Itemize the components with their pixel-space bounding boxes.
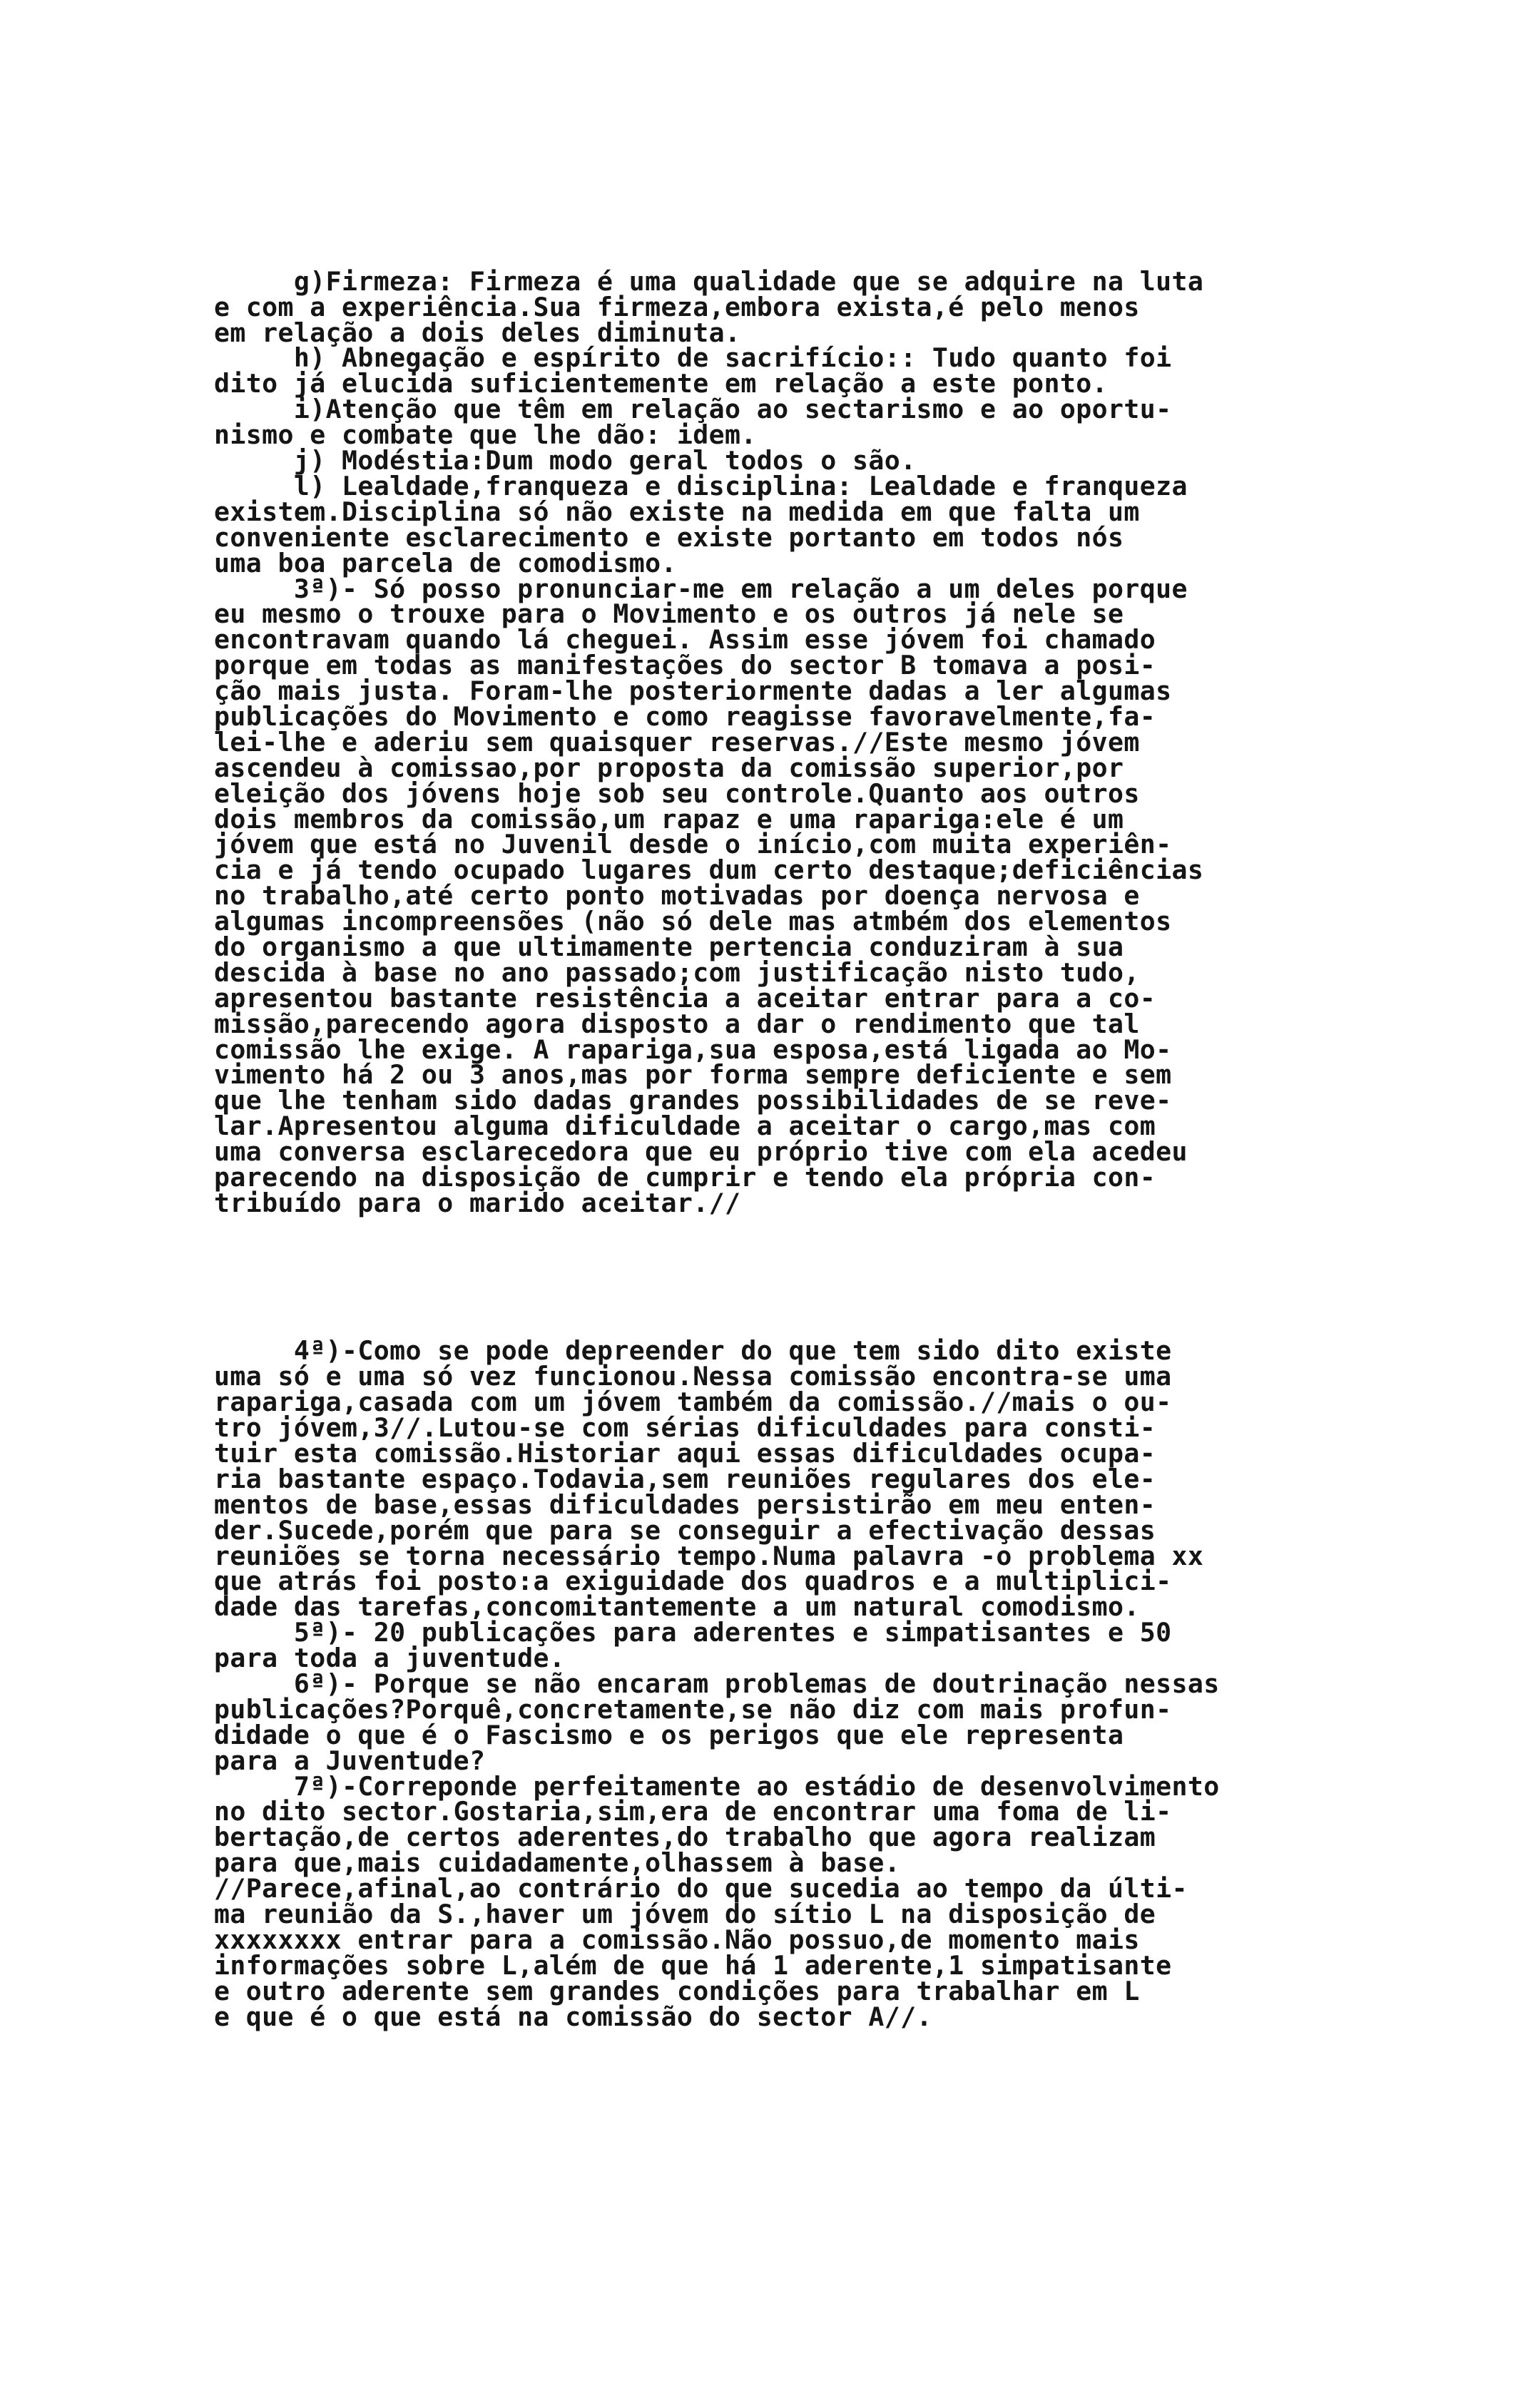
text-section-part1 (214, 265, 1370, 1218)
text-line: eu mesmo o trouxe para o Movimento e os outros já nele se (214, 598, 1124, 630)
text-line: ascendeu à comissao,por proposta da comissão superior,por (214, 752, 1124, 783)
text-line: apresentou bastante resistência a aceitar entrar para a co- (214, 982, 1156, 1014)
text-line: comissão lhe exige. A rapariga,sua esposa,está ligada ao Mo- (214, 1034, 1172, 1065)
text-line: porque em todas as manifestações do sector B tomava a posi- (214, 650, 1156, 681)
text-line: //Parece,afinal,ao contrário do que sucedia ao tempo da últi- (214, 1873, 1188, 1904)
text-line: tro jóvem,3//.Lutou-se com sérias dificuldades para consti- (214, 1412, 1156, 1444)
text-line: uma boa parcela de comodismo. (214, 547, 677, 578)
text-line: tuir esta comissão.Historiar aqui essas dificuldades ocupa- (214, 1437, 1156, 1469)
text-line: algumas incompreensões (não só dele mas atmbém dos elementos (214, 906, 1172, 937)
text-line: ria bastante espaço.Todavia,sem reuniões regulares dos ele- (214, 1463, 1156, 1494)
text-line: que lhe tenham sido dadas grandes possibilidades de se reve- (214, 1085, 1172, 1116)
text-line: para a Juventude? (214, 1745, 486, 1776)
text-line: der.Sucede,porém que para se conseguir a efectivação dessas (214, 1514, 1156, 1546)
text-line: vimento há 2 ou 3 anos,mas por forma sempre deficiente e sem (214, 1059, 1172, 1091)
text-line: bertação,de certos aderentes,do trabalho que agora realizam (214, 1822, 1156, 1853)
text-line: do organismo a que ultimamente pertencia conduziram à sua (214, 931, 1124, 962)
text-line: g)Firmeza: Firmeza é uma qualidade que se adquire na luta (214, 265, 1204, 297)
text-line: informações sobre L,além de que há 1 aderente,1 simpatisante (214, 1949, 1172, 1981)
text-line: existem.Disciplina só não existe na medida em que falta um (214, 496, 1140, 527)
text-line: j) Modéstia:Dum modo geral todos o são. (214, 445, 917, 476)
text-line: l) Lealdade,franqueza e disciplina: Lealdade e franqueza (214, 470, 1188, 501)
text-line: didade o que é o Fascismo e os perigos que ele representa (214, 1719, 1124, 1750)
text-line: lei-lhe e aderiu sem quaisquer reservas.//Este mesmo jóvem (214, 726, 1140, 757)
text-line: mentos de base,essas dificuldades persistirão em meu enten- (214, 1489, 1156, 1520)
paragraph-gap (214, 1267, 1370, 1287)
text-line: jóvem que está no Juvenil desde o início,com muita experiên- (214, 829, 1172, 860)
text-line: que atrás foi posto:a exiguidade dos quadros e a multiplici- (214, 1566, 1172, 1597)
text-line: publicações?Porquê,concretamente,se não diz com mais profun- (214, 1693, 1172, 1725)
text-line: para que,mais cuidadamente,olhassem à base. (214, 1847, 901, 1879)
text-line: dade das tarefas,concomitantemente a um natural comodismo. (214, 1591, 1140, 1623)
text-line: lar.Apresentou alguma dificuldade a aceitar o cargo,mas com (214, 1111, 1156, 1142)
text-line: 3ª)- Só posso pronunciar-me em relação a um deles porque (214, 573, 1188, 604)
text-line: conveniente esclarecimento e existe portanto em todos nós (214, 521, 1124, 553)
text-line: em relação a dois deles diminuta. (214, 317, 741, 348)
text-line: missão,parecendo agora disposto a dar o rendimento que tal (214, 1008, 1140, 1039)
text-line: cia e já tendo ocupado lugares dum certo destaque;deficiências (214, 854, 1204, 886)
text-line: ma reunião da S.,haver um jóvem do sítio L na disposição de (214, 1898, 1156, 1929)
text-line: reuniões se torna necessário tempo.Numa palavra -o problema xx (214, 1540, 1204, 1571)
text-line: dois membros da comissão,um rapaz e uma rapariga:ele é um (214, 803, 1124, 835)
text-line: no dito sector.Gostaria,sim,era de encontrar uma foma de li- (214, 1796, 1172, 1827)
text-line: tribuído para o marido aceitar.// (214, 1187, 741, 1218)
document-text (214, 218, 1370, 2081)
text-line: nismo e combate que lhe dão: idem. (214, 419, 757, 451)
text-line: 5ª)- 20 publicações para aderentes e simpatisantes e 50 (214, 1617, 1172, 1648)
text-line: h) Abnegação e espírito de sacrifício:: Tudo quanto foi (214, 342, 1172, 374)
text-line: dito já elucida suficientemente em relação a este ponto. (214, 368, 1108, 399)
text-line: rapariga,casada com um jóvem também da comissão.//mais o ou- (214, 1387, 1172, 1418)
text-line: uma conversa esclarecedora que eu próprio tive com ela acedeu (214, 1136, 1188, 1168)
text-line: i)Atenção que têm em relação ao sectarismo e ao oportu- (214, 394, 1172, 425)
text-line: e que é o que está na comissão do sector A//. (214, 2001, 932, 2032)
text-line: descida à base no ano passado;com justificação nisto tudo, (214, 956, 1140, 988)
text-line: ção mais justa. Foram-lhe posteriormente dadas a ler algumas (214, 675, 1172, 707)
text-line: xxxxxxxx entrar para a comissão.Não possuo,de momento mais (214, 1924, 1140, 1955)
text-section-part2 (214, 1335, 1370, 2032)
text-line: encontravam quando lá cheguei. Assim esse jóvem foi chamado (214, 624, 1156, 655)
text-line: parecendo na disposição de cumprir e tendo ela própria con- (214, 1161, 1156, 1193)
text-line: e com a experiência.Sua firmeza,embora exista,é pelo menos (214, 291, 1140, 322)
text-line: no trabalho,até certo ponto motivadas por doença nervosa e (214, 880, 1140, 912)
text-line: 7ª)-Correponde perfeitamente ao estádio de desenvolvimento (214, 1770, 1220, 1802)
text-line: para toda a juventude. (214, 1643, 566, 1674)
text-line: 6ª)- Porque se não encaram problemas de doutrinação nessas (214, 1668, 1220, 1699)
text-line: e outro aderente sem grandes condições para trabalhar em L (214, 1975, 1140, 2006)
text-line: uma só e uma só vez funcionou.Nessa comissão encontra-se uma (214, 1361, 1172, 1392)
text-line: eleição dos jóvens hoje sob seu controle.Quanto aos outros (214, 777, 1140, 809)
text-line: publicações do Movimento e como reagisse favoravelmente,fa- (214, 700, 1156, 732)
text-line: 4ª)-Como se pode depreender do que tem sido dito existe (214, 1335, 1172, 1367)
